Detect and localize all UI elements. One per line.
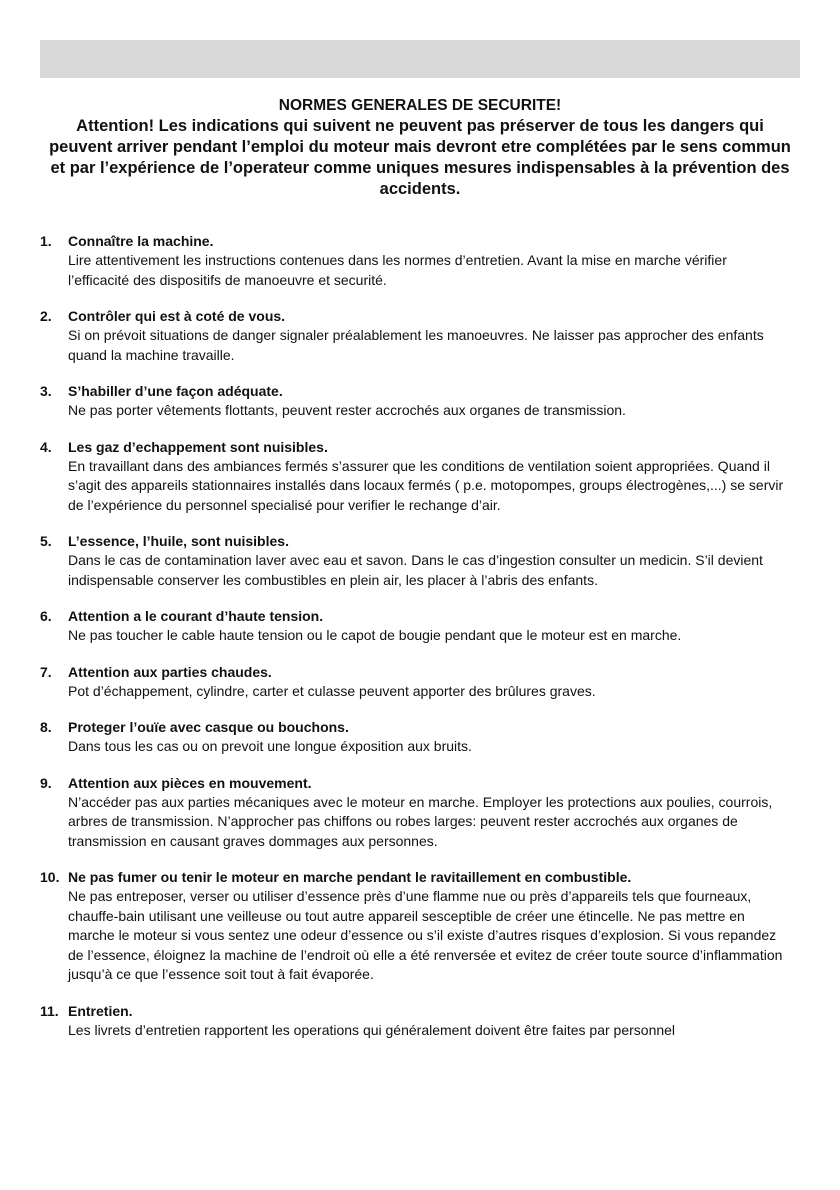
- item-number: 1.: [40, 233, 52, 249]
- list-item: [40, 663, 790, 702]
- item-title: Proteger l’ouïe avec casque ou bouchons.: [68, 719, 349, 735]
- item-title: Ne pas fumer ou tenir le moteur en marche pendant le ravitaillement en combustible.: [68, 869, 632, 885]
- item-body: Les livrets d’entretien rapportent les operations qui généralement doivent être faites par personnel: [68, 1021, 676, 1038]
- item-body: Ne pas entreposer, verser ou utiliser d’essence près d’une flamme nue ou près d’appareils tels que fourneaux, chauffe-bain utilisant une veilleuse ou tout autre appareil sesceptible de créer une étincelle. Ne pas mettre en marche le moteur si vous sentez une odeur d’essence ou s’il existe d’autres risques d’explosion. Si vous repandez de l’essence, éloignez la machine de l’endroit où elle a été renversée et evitez de créer toute source d’inflammation jusqu’à ce que l’essence soit tout à fait évaporée.: [68, 888, 783, 982]
- list-item: [40, 307, 790, 365]
- item-title: Attention a le courant d’haute tension.: [68, 608, 324, 624]
- item-number: 11.: [40, 1002, 59, 1019]
- list-item: [40, 382, 790, 421]
- item-body: Dans le cas de contamination laver avec eau et savon. Dans le cas d’ingestion consulter un medicin. S’il devient indispensable conserver les combustibles en plein air, les placer à l’abris des enfants.: [68, 552, 763, 588]
- item-title: Attention aux pièces en mouvement.: [68, 774, 312, 791]
- item-number: 4.: [40, 438, 52, 455]
- item-body: Ne pas porter vêtements flottants, peuvent rester accrochés aux organes de transmission.: [68, 402, 626, 418]
- item-title: Les gaz d’echappement sont nuisibles.: [68, 438, 328, 455]
- item-number: 6.: [40, 608, 52, 624]
- list-item: [40, 438, 790, 516]
- item-body: En travaillant dans des ambiances fermés s’assurer que les conditions de ventilation soient appropriées. Quand il s’agit des appareils stationnaires installés dans locaux fermés ( p.e. motopompes, groups électrogènes,...) se servir de l’expérience du personnel specialisé pour verifier le rechange d’air.: [68, 457, 784, 513]
- safety-rules-list: [40, 232, 790, 1057]
- item-body: N’accéder pas aux parties mécaniques avec le moteur en marche. Employer les protections aux poulies, courrois, arbres de transmission. N’approcher pas chiffons ou robes larges: peuvent rester accrochés aux organes de transmission en causant graves dommages aux personnes.: [68, 793, 773, 849]
- header-bar: [40, 40, 800, 78]
- item-title: Attention aux parties chaudes.: [68, 663, 272, 680]
- item-body: Si on prévoit situations de danger signaler préalablement les manoeuvres. Ne laisser pas approcher des enfants quand la machine travaille.: [68, 327, 764, 363]
- item-number: 8.: [40, 719, 52, 735]
- list-item: [40, 532, 790, 590]
- item-body: Dans tous les cas ou on prevoit une longue éxposition aux bruits.: [68, 738, 472, 754]
- item-title: Connaître la machine.: [68, 233, 214, 249]
- item-number: 10.: [40, 869, 60, 885]
- item-body: Lire attentivement les instructions contenues dans les normes d’entretien. Avant la mise en marche vérifier l’efficacité des dispositifs de manoeuvre et securité.: [68, 252, 727, 288]
- list-item: [40, 774, 790, 852]
- safety-header: [40, 96, 800, 200]
- list-item: [40, 718, 790, 757]
- item-number: 3.: [40, 383, 52, 399]
- item-title: L’essence, l’huile, sont nuisibles.: [68, 533, 289, 549]
- item-title: Entretien.: [68, 1002, 133, 1019]
- item-number: 9.: [40, 774, 52, 791]
- item-body: Ne pas toucher le cable haute tension ou le capot de bougie pendant que le moteur est en marche.: [68, 627, 682, 643]
- list-item: [40, 868, 790, 985]
- item-number: 2.: [40, 308, 52, 324]
- item-title: S’habiller d’une façon adéquate.: [68, 383, 283, 399]
- list-item: [40, 1002, 790, 1041]
- item-number: 5.: [40, 533, 52, 549]
- item-body: Pot d’échappement, cylindre, carter et culasse peuvent apporter des brûlures graves.: [68, 682, 596, 699]
- list-item: [40, 607, 790, 646]
- list-item: [40, 232, 790, 290]
- item-number: 7.: [40, 663, 52, 680]
- item-title: Contrôler qui est à coté de vous.: [68, 308, 286, 324]
- page-title: NORMES GENERALES DE SECURITE!: [278, 97, 562, 114]
- warning-text: Attention! Les indications qui suivent ne peuvent pas préserver de tous les dangers qui peuvent arriver pendant l’emploi du moteur mais devront etre complétées par le sens commun et par l’expérience de l’operateur comme uniques mesures indispensables à la prévention des accidents.: [49, 117, 791, 198]
